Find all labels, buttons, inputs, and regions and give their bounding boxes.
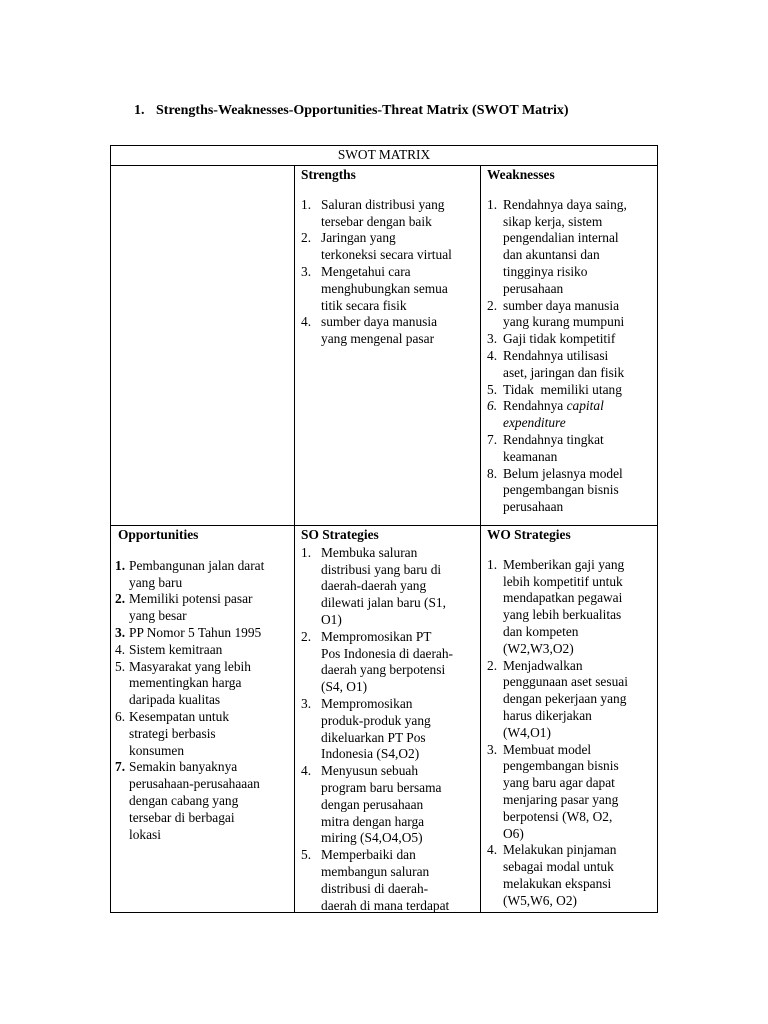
list-item: 8. Belum jelasnya model pengembangan bisnis perusahaan bbox=[487, 465, 623, 515]
list-item: 1. Membuka saluran distribusi yang baru di daerah-daerah yang dilewati jalan baru (S1, O1) bbox=[301, 544, 446, 627]
list-item: 4. Melakukan pinjaman sebagai modal untuk melakukan ekspansi (W5,W6, O2) bbox=[487, 842, 617, 908]
column-divider-1 bbox=[294, 166, 295, 912]
empty-corner-cell bbox=[111, 166, 294, 525]
list-item: 7. Rendahnya tingkat keamanan bbox=[487, 431, 604, 464]
section-heading-number: 1. bbox=[134, 103, 145, 118]
list-item: 4. sumber daya manusia yang mengenal pasar bbox=[301, 314, 438, 347]
list-item: 3. PP Nomor 5 Tahun 1995 bbox=[115, 624, 262, 640]
list-item: 3. Mempromosikan produk-produk yang dikeluarkan PT Pos Indonesia (S4,O2) bbox=[301, 695, 431, 762]
list-item: 7. Semakin banyaknya perusahaan-perusahaaan dengan cabang yang tersebar di berbagai lokasi bbox=[115, 759, 260, 842]
opportunities-cell bbox=[115, 527, 293, 843]
list-item: 2. Menjadwalkan penggunaan aset sesuai dengan pekerjaan yang harus dikerjakan (W4,O1) bbox=[487, 657, 628, 740]
so-strategies-header: SO Strategies bbox=[301, 527, 379, 542]
list-item: 2. sumber daya manusia yang kurang mumpuni bbox=[487, 297, 625, 330]
list-item: 5. Tidak memiliki utang bbox=[487, 381, 622, 397]
opportunities-header: Opportunities bbox=[118, 527, 199, 542]
row-divider bbox=[111, 525, 657, 526]
list-item: 3. Membuat model pengembangan bisnis yang baru agar dapat menjaring pasar yang berpotensi (W8, O2, O6) bbox=[487, 741, 619, 841]
list-item: 1. Memberikan gaji yang lebih kompetitif untuk mendapatkan pegawai yang lebih berkualitas dan kompeten (W2,W3,O2) bbox=[487, 556, 625, 656]
section-heading bbox=[134, 103, 569, 119]
list-item: 4. Menyusun sebuah program baru bersama dengan perusahaan mitra dengan harga miring (S4,O4,O5) bbox=[301, 763, 442, 846]
strengths-list bbox=[301, 197, 479, 348]
weaknesses-list bbox=[487, 197, 656, 516]
wo-strategies-list bbox=[487, 557, 656, 910]
list-item: 3. Mengetahui cara menghubungkan semua titik secara fisik bbox=[301, 263, 448, 313]
list-item: 6. Kesempatan untuk strategi berbasis konsumen bbox=[115, 708, 230, 758]
list-item: 4. Rendahnya utilisasi aset, jaringan dan fisik bbox=[487, 347, 625, 380]
strengths-cell bbox=[301, 167, 479, 348]
list-item: 5. Memperbaiki dan membangun saluran distribusi di daerah- daerah di mana terdapat bbox=[301, 847, 450, 912]
wo-strategies-cell bbox=[487, 527, 656, 910]
opportunities-list bbox=[115, 558, 293, 844]
so-strategies-cell bbox=[301, 527, 479, 912]
section-heading-text: Strengths-Weaknesses-Opportunities-Threat Matrix (SWOT Matrix) bbox=[156, 103, 569, 118]
list-item: 6. Rendahnya capital expenditure bbox=[487, 398, 604, 431]
list-item: 5. Masyarakat yang lebih mementingkan harga daripada kualitas bbox=[115, 658, 251, 708]
column-divider-2 bbox=[480, 166, 481, 912]
list-item: 1. Rendahnya daya saing, sikap kerja, sistem pengendalian internal dan akuntansi dan tingginya risiko perusahaan bbox=[487, 196, 627, 296]
swot-table bbox=[110, 145, 658, 913]
list-item: 4. Sistem kemitraan bbox=[115, 641, 223, 657]
list-item: 2. Memiliki potensi pasar yang besar bbox=[115, 591, 253, 624]
table-title: SWOT MATRIX bbox=[337, 147, 431, 162]
list-item: 2. Jaringan yang terkoneksi secara virtual bbox=[301, 230, 452, 263]
weaknesses-cell bbox=[487, 167, 656, 516]
wo-strategies-header: WO Strategies bbox=[487, 527, 571, 542]
strengths-header: Strengths bbox=[301, 167, 356, 182]
list-item: 3. Gaji tidak kompetitif bbox=[487, 331, 616, 347]
list-item: 1. Pembangunan jalan darat yang baru bbox=[115, 557, 265, 590]
list-item: 1. Saluran distribusi yang tersebar dengan baik bbox=[301, 196, 445, 229]
weaknesses-header: Weaknesses bbox=[487, 167, 555, 182]
so-strategies-list bbox=[301, 545, 479, 912]
list-item: 2. Mempromosikan PT Pos Indonesia di daerah- daerah yang berpotensi (S4, O1) bbox=[301, 628, 454, 695]
